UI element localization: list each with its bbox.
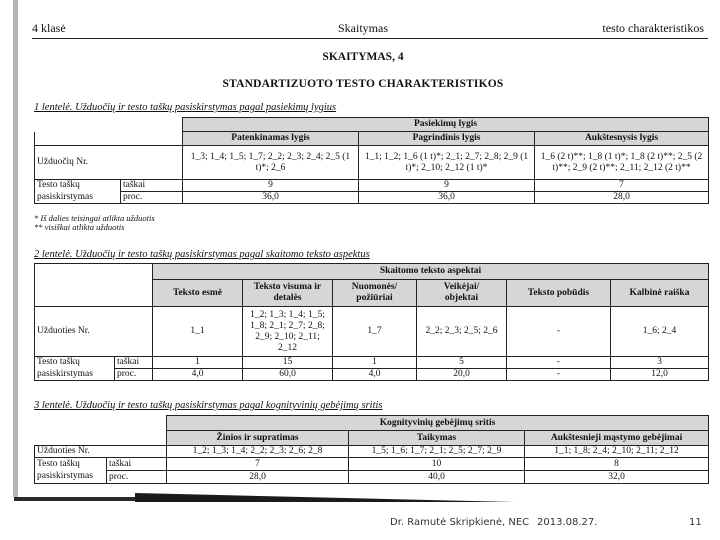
table3-unit-pct: proc. [107,471,167,484]
table1-pct-cell: 36,0 [359,192,535,204]
table2-caption: 2 lentelė. Užduočių ir testo taškų pasiskirstymas pagal skaitomo teksto aspektus [34,249,370,260]
table2-col-header: Kalbinė raiška [611,280,709,307]
table1-empty-corner [35,118,183,132]
table1-caption: 1 lentelė. Užduočių ir testo taškų pasiskirstymas pagal pasiekimų lygius [34,102,337,113]
table3-unit-points: taškai [107,458,167,471]
table3-task-label: Užduoties Nr. [35,446,167,458]
table3-caption: 3 lentelė. Užduočių ir testo taškų pasiskirstymas pagal kognityvinių gebėjimų sritis [34,400,383,411]
table1-col-header: Pagrindinis lygis [359,132,535,146]
table2-unit-pct: proc. [115,369,153,381]
table1-points-cell: 9 [359,180,535,192]
table3-points-cell: 10 [349,458,525,471]
table2-col-header-line: detalės [273,293,302,303]
table1-note-partial: * Iš dalies teisingai atlikta užduotis [34,213,155,223]
table2-col-header-line: požiūriai [356,293,393,303]
table1-empty-corner2 [35,132,183,146]
table2-pct-cell: 4,0 [153,369,243,381]
table2-pct-cell: 60,0 [243,369,333,381]
table2-task-cell: 1_2; 1_3; 1_4; 1_5; 1_8; 2_1; 2_7; 2_8; 2_9; 2_10; 2_11; 2_12 [243,307,333,357]
header-subject: Skaitymas [338,21,388,35]
table1-pct-cell: 36,0 [183,192,359,204]
table3-empty-corner [35,416,167,431]
table2-col-header [333,280,417,307]
table2-col-header-line: Teksto visuma ir [253,282,322,292]
table3-pct-cell: 32,0 [525,471,709,484]
table2-pct-cell: 20,0 [417,369,507,381]
scanned-page [18,0,708,497]
table2-col-header: Teksto esmė [153,280,243,307]
header-grade: 4 klasė [32,21,66,35]
table1-unit-pct: proc. [121,192,183,204]
table2-empty-corner [35,264,153,307]
table3-points-label-2: pasiskirstymas [35,471,107,484]
table3-task-cell: 1_5; 1_6; 1_7; 2_1; 2_5; 2_7; 2_9 [349,446,525,458]
table1-col-header: Aukštesnysis lygis [535,132,709,146]
table2-pct-cell: 4,0 [333,369,417,381]
footer-date: 2013.08.27. [537,517,598,528]
table2-points-cell: 15 [243,357,333,369]
footer-author: Dr. Ramutė Skripkienė, NEC [390,517,530,528]
table1-task-cell: 1_6 (2 t)**; 1_8 (1 t)*; 1_8 (2 t)**; 2_5 (2 t)**; 2_9 (2 t)**; 2_11; 2_12 (2 t)** [535,146,709,180]
table1-points-label: Testo taškų [35,180,121,192]
table2-col-header [243,280,333,307]
table2-group-header: Skaitomo teksto aspektai [153,264,709,280]
table2-pct-cell: - [507,369,611,381]
table2-unit-points: taškai [115,357,153,369]
table2-task-cell: 1_1 [153,307,243,357]
slide-accent-bar [14,497,136,501]
table1-task-cell: 1_3; 1_4; 1_5; 1_7; 2_2; 2_3; 2_4; 2_5 (1 t)*; 2_6 [183,146,359,180]
table3-group-header: Kognityvinių gebėjimų sritis [167,416,709,431]
table3 [34,415,709,484]
header-rule [32,38,708,39]
table3-points-cell: 8 [525,458,709,471]
footer-page-number: 11 [689,517,702,528]
table1-points-cell: 7 [535,180,709,192]
table2-points-cell: 5 [417,357,507,369]
table1-task-cell: 1_1; 1_2; 1_6 (1 t)*; 2_1; 2_7; 2_8; 2_9 (1 t)*; 2_10; 2_12 (1 t)* [359,146,535,180]
table3-col-header: Taikymas [349,431,525,446]
table3-task-cell: 1_2; 1_3; 1_4; 2_2; 2_3; 2_6; 2_8 [167,446,349,458]
table2-pct-cell: 12,0 [611,369,709,381]
table1-task-label: Užduočių Nr. [35,146,183,180]
table2-points-cell: - [507,357,611,369]
table1-note-full: ** visiškai atlikta užduotis [34,222,125,232]
table2-points-cell: 3 [611,357,709,369]
table3-empty-corner2 [35,431,167,446]
table2-points-cell: 1 [153,357,243,369]
table2-task-cell: 1_7 [333,307,417,357]
table2 [34,263,709,381]
table2-col-header [417,280,507,307]
table1-points-cell: 9 [183,180,359,192]
table1-col-header: Patenkinamas lygis [183,132,359,146]
table1-points-label-2: pasiskirstymas [35,192,121,204]
document-title: SKAITYMAS, 4 [322,51,404,63]
table2-col-header-line: Veikėjai/ [443,282,480,292]
table3-points-label: Testo taškų [35,458,107,471]
table2-task-label: Užduoties Nr. [35,307,153,357]
table3-task-cell: 1_1; 1_8; 2_4; 2_10; 2_11; 2_12 [525,446,709,458]
table3-col-header: Aukštesnieji mąstymo gebėjimai [525,431,709,446]
header-section: testo charakteristikos [602,21,704,35]
table2-col-header-line: Nuomonės/ [351,282,398,292]
table2-points-label: Testo taškų [35,357,115,369]
table3-pct-cell: 40,0 [349,471,525,484]
table2-task-cell: 1_6; 2_4 [611,307,709,357]
table2-points-label-2: pasiskirstymas [35,369,115,381]
table3-points-cell: 7 [167,458,349,471]
table2-task-cell: 2_2; 2_3; 2_5; 2_6 [417,307,507,357]
table2-points-cell: 1 [333,357,417,369]
table3-pct-cell: 28,0 [167,471,349,484]
table1 [34,117,709,204]
document-subtitle: STANDARTIZUOTO TESTO CHARAKTERISTIKOS [222,78,504,90]
table2-task-cell: - [507,307,611,357]
table2-col-header: Teksto pobūdis [507,280,611,307]
table3-col-header: Žinios ir supratimas [167,431,349,446]
table1-unit-points: taškai [121,180,183,192]
table1-group-header: Pasiekimų lygis [183,118,709,132]
table2-col-header-line: objektai [444,293,479,303]
table1-pct-cell: 28,0 [535,192,709,204]
page-header [32,21,708,37]
